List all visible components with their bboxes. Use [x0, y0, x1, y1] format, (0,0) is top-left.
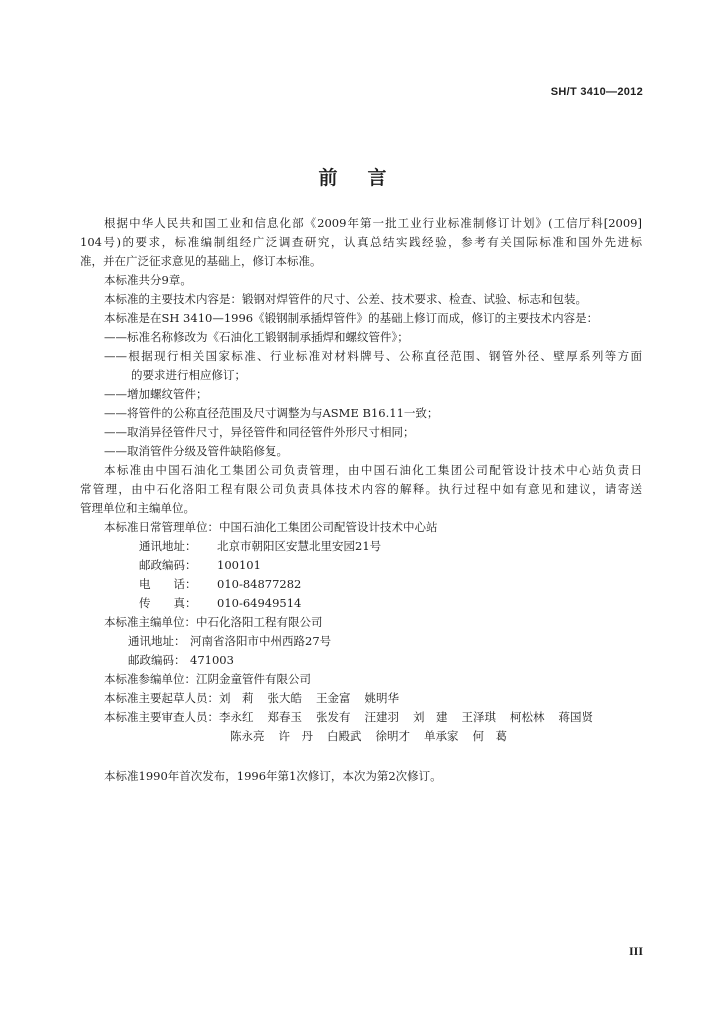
page-title: 前言: [318, 167, 417, 189]
reviewer-name: 白殿武: [327, 729, 362, 743]
participant-label: 本标准参编单位：: [104, 672, 196, 686]
drafter-name: 张大皓: [267, 691, 302, 705]
reviewer-name: 陈永亮: [230, 729, 265, 743]
drafters-line: [80, 689, 642, 708]
list-item-continuation: 的要求进行相应修订；: [131, 368, 246, 382]
drafter-name: 姚明华: [364, 691, 399, 705]
paragraph-line: 常管理，由中石化洛阳工程有限公司负责具体技术内容的解释。执行过程中如有意见和建议，请寄送: [80, 482, 642, 496]
reviewer-name: 刘 建: [413, 710, 448, 724]
address-value: 北京市朝阳区安慧北里安园21号: [217, 539, 382, 553]
paragraph-line: 本标准由中国石油化工集团公司负责管理，由中国石油化工集团公司配管设计技术中心站负责日: [104, 463, 642, 477]
drafter-name: 王金富: [316, 691, 351, 705]
paragraph-line: 准，并在广泛征求意见的基础上，修订本标准。: [80, 254, 322, 268]
management-unit: [80, 518, 642, 537]
reviewers-line: [80, 708, 642, 727]
reviewer-name: 单承家: [424, 729, 459, 743]
list-item: ——增加螺纹管件；: [104, 387, 208, 401]
management-address: [80, 537, 642, 556]
paragraph-line: 104号)的要求，标准编制组经广泛调查研究，认真总结实践经验，参考有关国际标准和国外先进标: [80, 235, 642, 249]
reviewer-name: 张发有: [316, 710, 351, 724]
list-item: ——根据现行相关国家标准、行业标准对材料牌号、公称直径范围、钢管外径、壁厚系列等方面: [104, 349, 642, 363]
revision-note: 本标准1990年首次发布，1996年第1次修订，本次为第2次修订。: [104, 769, 442, 783]
reviewer-name: 蒋国贤: [558, 710, 593, 724]
drafter-name: 刘 莉: [219, 691, 254, 705]
paragraph-line: 根据中华人民共和国工业和信息化部《2009年第一批工业行业标准制修订计划》(工信厅科[2009]: [104, 216, 642, 230]
paragraph-line: 本标准是在SH 3410—1996《锻钢制承插焊管件》的基础上修订而成，修订的主要技术内容是：: [104, 311, 599, 325]
management-org: 中国石油化工集团公司配管设计技术中心站: [219, 520, 438, 534]
paragraph-line: 管理单位和主编单位。: [80, 501, 195, 515]
reviewers-line-2: [80, 727, 642, 746]
management-label: 本标准日常管理单位：: [104, 520, 219, 534]
reviewers-label: 本标准主要审查人员：: [104, 710, 219, 724]
paragraph-line: 本标准共分9章。: [104, 273, 192, 287]
address-value: 河南省洛阳市中州西路27号: [190, 634, 332, 648]
management-postcode: [80, 556, 642, 575]
editor-label: 本标准主编单位：: [104, 615, 196, 629]
editor-postcode: [80, 651, 642, 670]
list-item: ——取消异径管件尺寸，异径管件和同径管件外形尺寸相同；: [104, 425, 415, 439]
reviewer-name: 李永红: [219, 710, 254, 724]
list-item: ——将管件的公称直径范围及尺寸调整为与ASME B16.11一致；: [104, 406, 439, 420]
reviewer-name: 王泽琪: [461, 710, 496, 724]
foreword-body: [80, 214, 642, 746]
drafters-label: 本标准主要起草人员：: [104, 691, 219, 705]
participant-unit: [80, 670, 642, 689]
paragraph-line: 本标准的主要技术内容是：锻钢对焊管件的尺寸、公差、技术要求、检查、试验、标志和包装。: [104, 292, 587, 306]
phone-value: 010-84877282: [217, 577, 302, 591]
management-fax: [80, 594, 642, 613]
reviewer-name: 柯松林: [510, 710, 545, 724]
page-number: III: [628, 944, 643, 958]
fax-label: 传 真：: [139, 596, 197, 610]
reviewer-name: 何 葛: [472, 729, 507, 743]
postcode-value: 100101: [217, 558, 261, 572]
reviewer-name: 徐明才: [375, 729, 410, 743]
participant-org: 江阴金童管件有限公司: [196, 672, 311, 686]
reviewer-name: 郑春玉: [267, 710, 302, 724]
standard-code: SH/T 3410—2012: [550, 86, 643, 98]
editor-unit: [80, 613, 642, 632]
reviewer-name: 许 丹: [278, 729, 313, 743]
address-label: 通讯地址：: [139, 539, 197, 553]
postcode-value: 471003: [190, 653, 234, 667]
editor-address: [80, 632, 642, 651]
fax-value: 010-64949514: [217, 596, 302, 610]
editor-org: 中石化洛阳工程有限公司: [196, 615, 323, 629]
postcode-label: 邮政编码：: [139, 558, 197, 572]
reviewer-name: 汪建羽: [364, 710, 399, 724]
postcode-label: 邮政编码：: [128, 653, 186, 667]
list-item: ——标准名称修改为《石油化工锻钢制承插焊和螺纹管件》；: [104, 330, 409, 344]
management-phone: [80, 575, 642, 594]
list-item: ——取消管件分级及管件缺陷修复。: [104, 444, 288, 458]
phone-label: 电 话：: [139, 577, 197, 591]
address-label: 通讯地址：: [128, 634, 186, 648]
